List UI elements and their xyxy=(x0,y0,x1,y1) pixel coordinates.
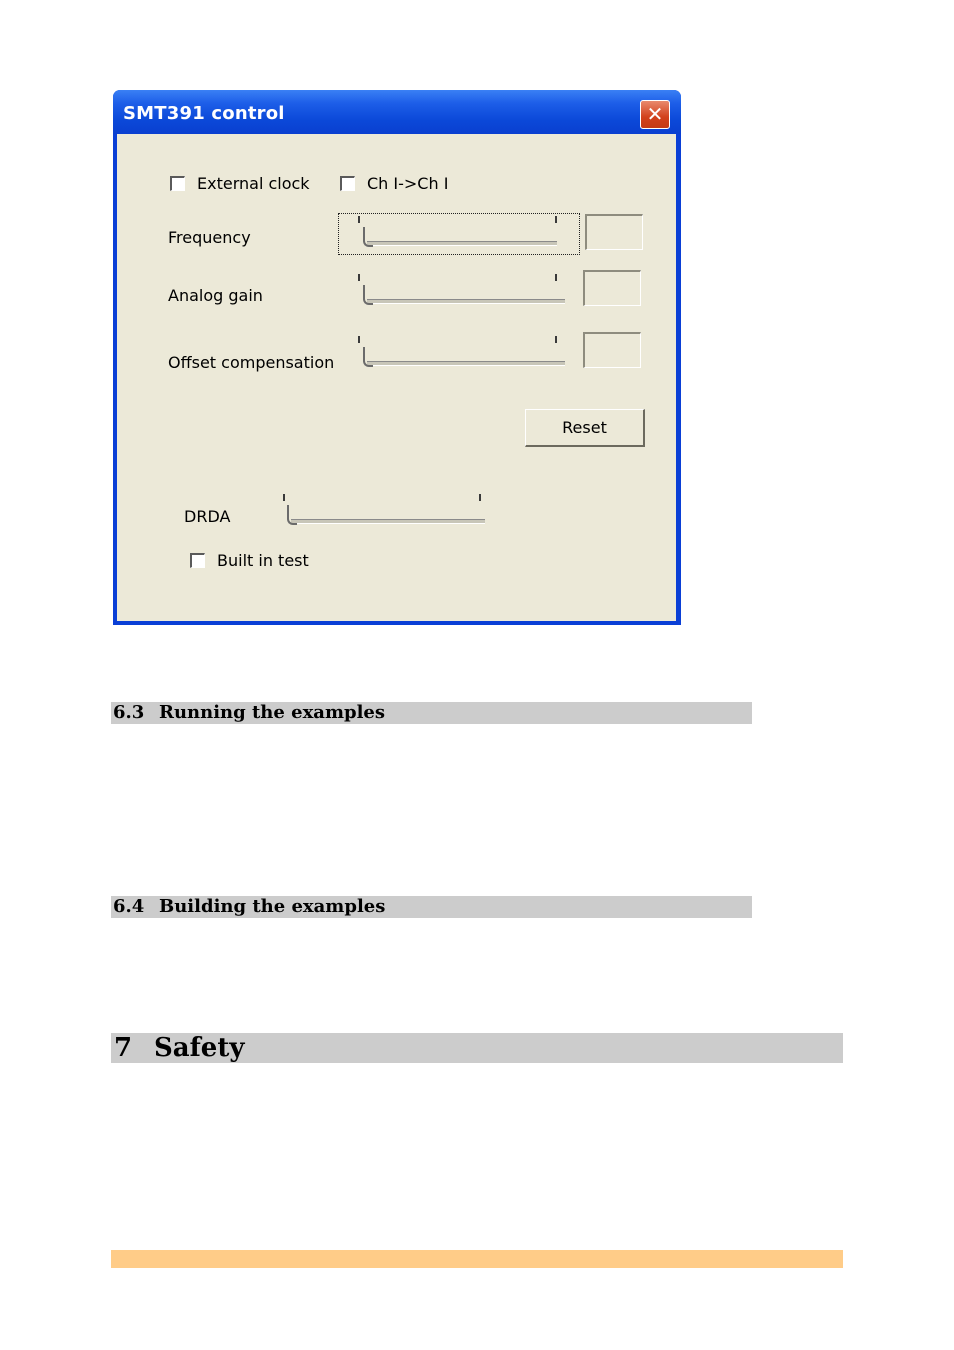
slider-tick-max xyxy=(479,494,481,501)
slider-thumb[interactable] xyxy=(287,505,297,525)
offset-compensation-label: Offset compensation xyxy=(168,353,335,372)
close-button[interactable] xyxy=(640,100,670,129)
frequency-value-field[interactable] xyxy=(585,214,643,250)
chapter-number: 7 xyxy=(114,1033,133,1063)
ch-swap-checkbox[interactable] xyxy=(340,176,355,191)
ch-swap-label[interactable]: Ch I->Ch I xyxy=(367,174,449,193)
built-in-test-checkbox[interactable] xyxy=(190,553,205,568)
chapter-title: Safety xyxy=(154,1033,245,1063)
window-title: SMT391 control xyxy=(123,103,285,124)
drda-slider[interactable] xyxy=(277,492,489,532)
offset-compensation-value-field[interactable] xyxy=(583,332,641,368)
title-bar[interactable] xyxy=(113,90,681,134)
slider-tick-min xyxy=(283,494,285,501)
chapter-heading-safety xyxy=(111,1033,843,1063)
footer-color-bar xyxy=(111,1250,843,1268)
frequency-label: Frequency xyxy=(168,228,251,247)
section-title: Building the examples xyxy=(159,896,386,917)
frequency-slider[interactable] xyxy=(339,214,579,254)
slider-tick-min xyxy=(358,336,360,343)
section-heading-running-examples xyxy=(111,702,752,724)
analog-gain-value-field[interactable] xyxy=(583,270,641,306)
section-number: 6.3 xyxy=(113,702,145,723)
close-icon: ✕ xyxy=(646,102,664,126)
slider-thumb[interactable] xyxy=(363,285,373,305)
section-title: Running the examples xyxy=(159,702,386,723)
slider-tick-max xyxy=(555,336,557,343)
slider-tick-min xyxy=(358,216,360,223)
section-number: 6.4 xyxy=(113,896,145,917)
slider-track xyxy=(367,241,557,246)
slider-tick-min xyxy=(358,274,360,281)
external-clock-checkbox[interactable] xyxy=(170,176,185,191)
analog-gain-slider[interactable] xyxy=(353,272,571,312)
section-heading-building-examples xyxy=(111,896,752,918)
reset-button[interactable]: Reset xyxy=(525,409,645,447)
slider-track xyxy=(367,361,565,366)
slider-thumb[interactable] xyxy=(363,347,373,367)
dialog-client-area xyxy=(117,134,676,621)
slider-tick-max xyxy=(555,216,557,223)
analog-gain-label: Analog gain xyxy=(168,286,263,305)
offset-compensation-slider[interactable] xyxy=(353,334,571,374)
drda-label: DRDA xyxy=(184,507,231,526)
slider-track xyxy=(367,299,565,304)
slider-thumb[interactable] xyxy=(363,227,373,247)
built-in-test-label[interactable]: Built in test xyxy=(217,551,309,570)
slider-track xyxy=(291,519,485,524)
slider-tick-max xyxy=(555,274,557,281)
smt391-control-window xyxy=(113,90,681,625)
external-clock-label[interactable]: External clock xyxy=(197,174,310,193)
